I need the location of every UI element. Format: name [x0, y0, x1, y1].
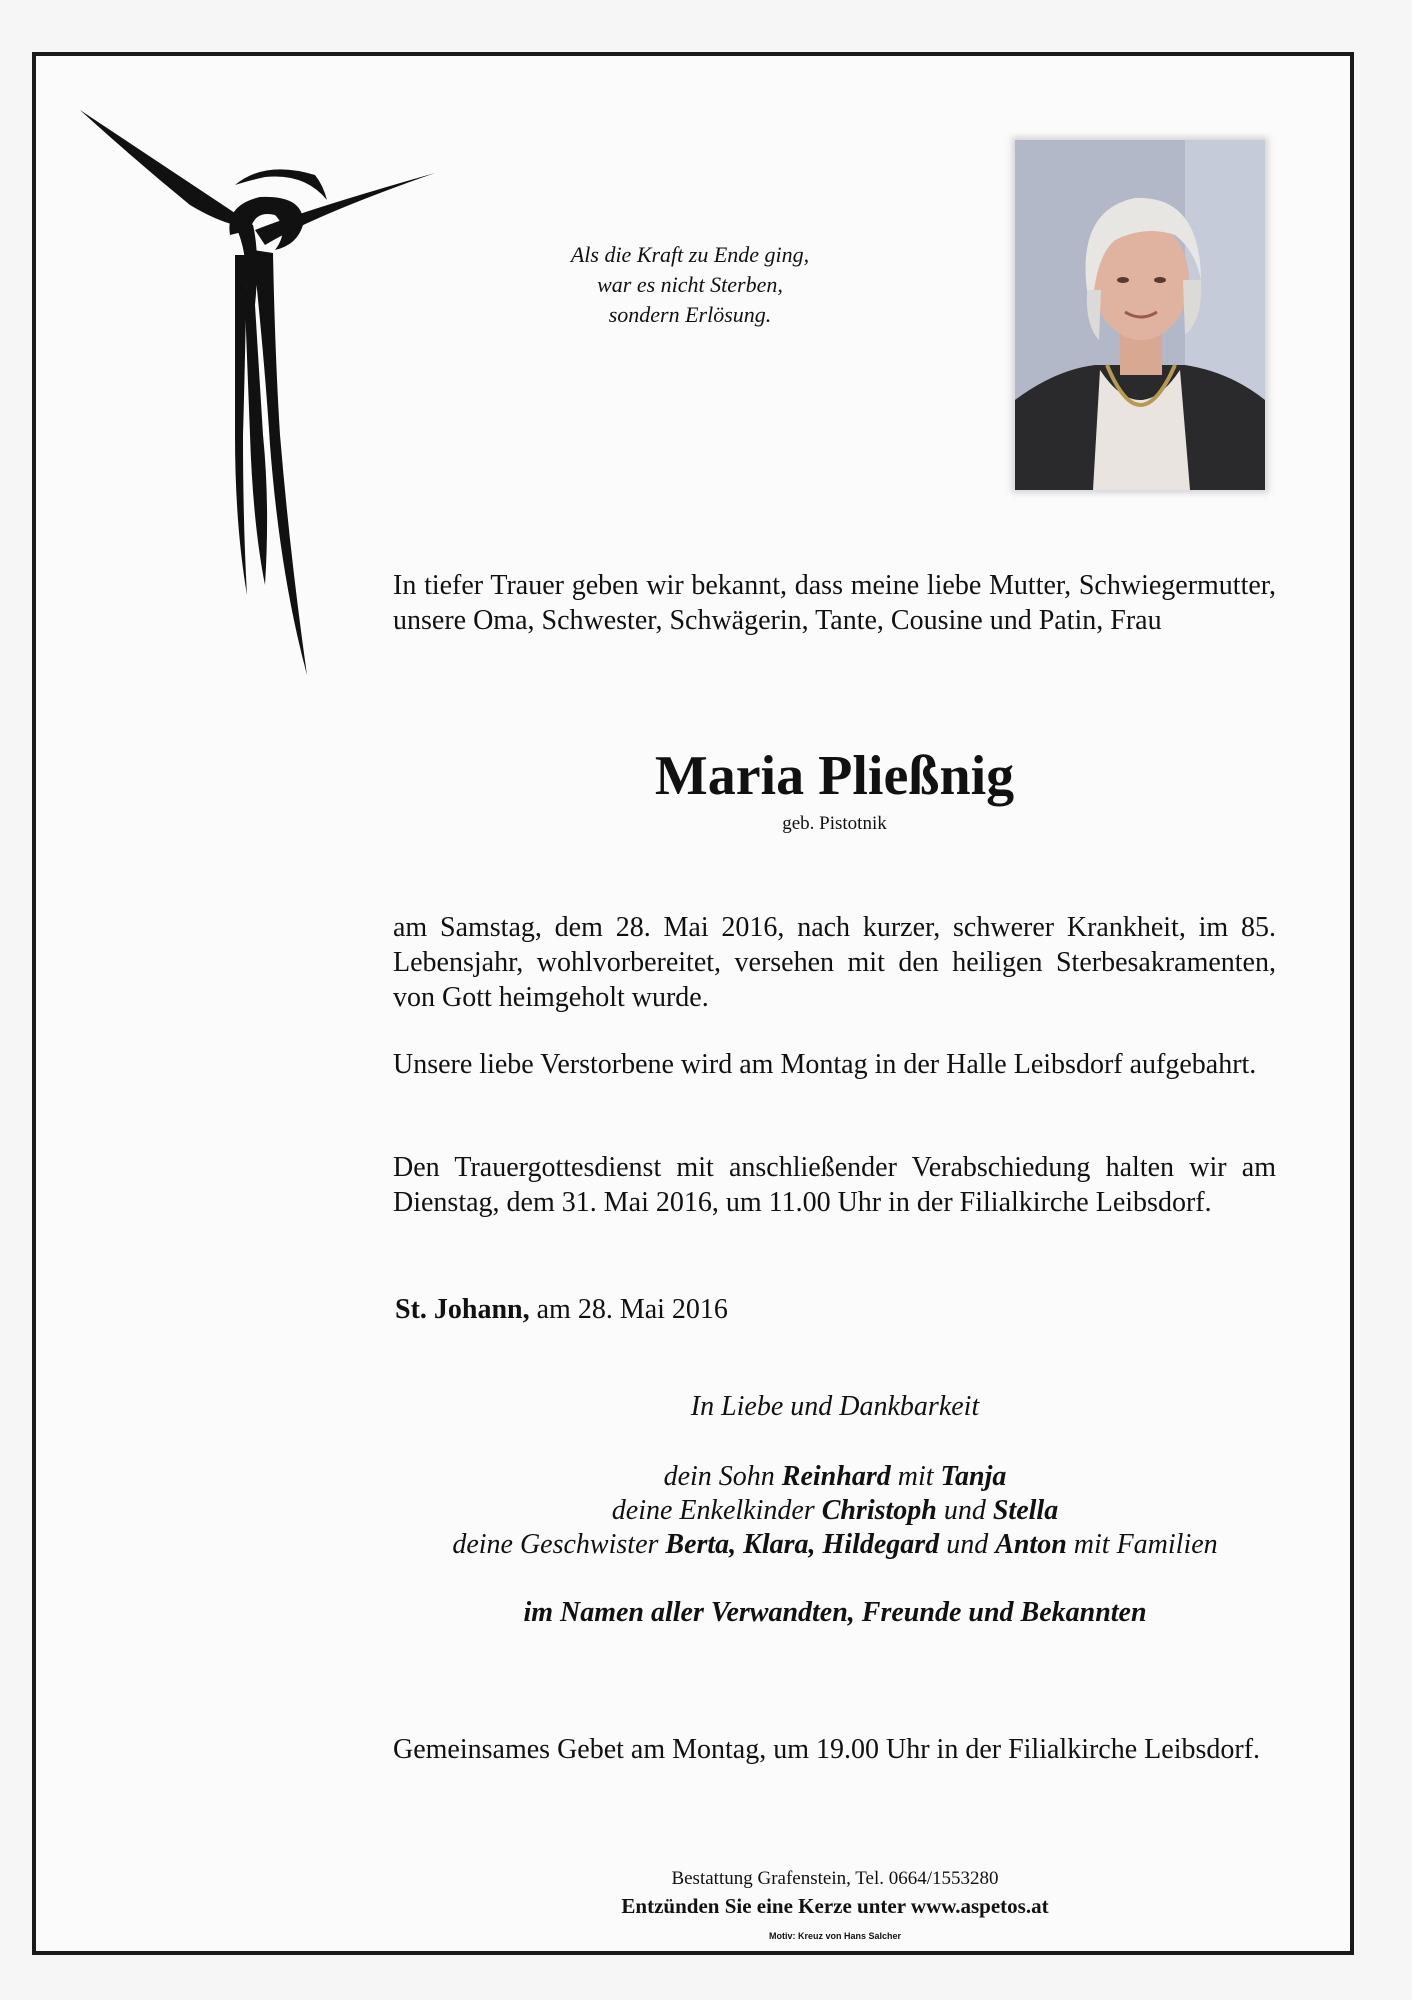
family-text: und: [939, 1529, 996, 1560]
deceased-name: Maria Pließnig: [654, 745, 1015, 807]
death-text: am Samstag, dem 28. Mai 2016, nach kurzer, schwerer Krankheit, im 85. Lebensjahr, wohlvorbereitet, versehen mit den heiligen Sterbesakramenten, von Gott heimgeholt wurde.: [393, 912, 1276, 1013]
family-name: Reinhard: [781, 1461, 891, 1492]
announcement-text: In tiefer Trauer geben wir bekannt, dass meine liebe Mutter, Schwiegermutter, unsere Oma, Schwester, Schwägerin, Tante, Cousine und Patin, Frau: [393, 570, 1276, 636]
maiden-name: geb. Pistotnik: [782, 813, 887, 834]
family-name: Anton: [995, 1529, 1067, 1560]
family-text: mit Familien: [1066, 1529, 1218, 1560]
family-text: dein Sohn: [663, 1461, 782, 1492]
family-name: Berta, Klara, Hildegard: [665, 1529, 940, 1560]
portrait-photo: [1015, 140, 1265, 490]
place-date: [395, 1292, 728, 1327]
family-text: deine Enkelkinder: [611, 1495, 822, 1526]
viewing-text: Unsere liebe Verstorbene wird am Montag in der Halle Leibsdorf aufgebahrt.: [393, 1049, 1257, 1080]
family-line-son: [380, 1460, 1290, 1494]
family-list: [380, 1460, 1290, 1562]
family-name: Tanja: [940, 1461, 1007, 1492]
family-text: und: [936, 1495, 993, 1526]
family-text: deine Geschwister: [452, 1529, 666, 1560]
family-name: Stella: [992, 1495, 1059, 1526]
motif-credit: Motiv: Kreuz von Hans Salcher: [768, 1931, 902, 1941]
family-name: Christoph: [821, 1495, 937, 1526]
crucifix-motif-icon: [75, 105, 445, 685]
date-text: am 28. Mai 2016: [536, 1294, 728, 1325]
quote-line: sondern Erlösung.: [608, 302, 772, 327]
service-text: Den Trauergottesdienst mit anschließender Verabschiedung halten wir am Dienstag, dem 31. Mai 2016, um 11.00 Uhr in der Filialkirche Leibsdorf.: [393, 1152, 1276, 1218]
on-behalf-text: im Namen aller Verwandten, Freunde und Bekannten: [523, 1597, 1147, 1628]
family-line-siblings: [380, 1528, 1290, 1562]
quote-line: Als die Kraft zu Ende ging,: [570, 242, 810, 267]
closing-text: In Liebe und Dankbarkeit: [690, 1391, 980, 1422]
quote-line: war es nicht Sterben,: [597, 272, 783, 297]
candle-link-text: Entzünden Sie eine Kerze unter www.aspetos.at: [621, 1894, 1049, 1918]
undertaker-info: Bestattung Grafenstein, Tel. 0664/1553280: [671, 1868, 999, 1889]
place-name: St. Johann,: [395, 1294, 530, 1325]
prayer-text: Gemeinsames Gebet am Montag, um 19.00 Uhr in der Filialkirche Leibsdorf.: [393, 1734, 1261, 1765]
family-text: mit: [890, 1461, 941, 1492]
memorial-quote: [490, 240, 890, 330]
family-line-grandchildren: [380, 1494, 1290, 1528]
